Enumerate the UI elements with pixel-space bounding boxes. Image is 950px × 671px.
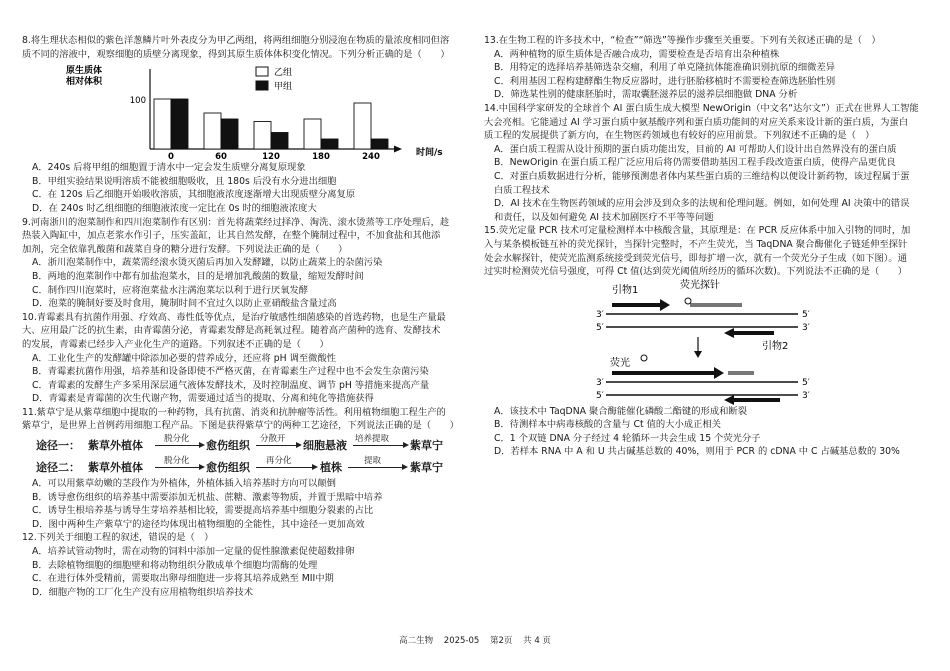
question-13 bbox=[484, 34, 928, 102]
chart-bar bbox=[154, 99, 171, 149]
question-15 bbox=[484, 224, 928, 459]
q10-option-a: A．工业化生产的发酵罐中除添加必要的营养成分，还应将 pH 调至微酸性 bbox=[32, 352, 337, 364]
q12-option-d: D．细胞产物的工厂化生产没有应用植物组织培养技术 bbox=[32, 586, 253, 598]
question-9 bbox=[22, 216, 462, 311]
route-two-step-1: 脱分化 bbox=[164, 456, 190, 467]
q12-option-c: C．在进行体外受精前，需要取出卵母细胞进一步将其培养成熟至 MII中期 bbox=[32, 573, 334, 585]
route-one-step-2: 分散开 bbox=[260, 434, 286, 445]
q9-option-d: D．泡菜的腌制好要及时食用，腌制时间不宜过久以防止亚硝酸盐含量过高 bbox=[32, 298, 337, 310]
chart-xtick-label: 180 bbox=[312, 152, 330, 162]
q9-option-c: C．制作四川泡菜时，应将泡菜盐水注满泡菜坛以利于进行厌氧发酵 bbox=[32, 284, 309, 296]
q10-stem-line: 大、应用最广泛的抗生素，由青霉菌分泌，青霉素发酵是高耗氧过程。随着高产菌种的选育、发酵技术 bbox=[22, 325, 441, 337]
question-14 bbox=[484, 102, 928, 224]
q15-stem-line: 过实时检测荧光信号强度，可得 Ct 值(达到荧光阈值所经历的循环次数)。下列说法不正确的是（ ） bbox=[484, 266, 908, 278]
process-arrowhead bbox=[694, 351, 702, 358]
primer1-arrow bbox=[612, 299, 670, 311]
end-3-bottom2: 3′ bbox=[802, 390, 810, 401]
probe-fluor-dot bbox=[685, 298, 691, 304]
chart-bar bbox=[371, 139, 388, 149]
q10-option-b: B．青霉素抗菌作用强，培养基和设备即使不严格灭菌，在青霉素生产过程中也不会发生杂菌污染 bbox=[32, 366, 429, 378]
route-two-label: 途径二： bbox=[36, 461, 80, 475]
q14-option-c: C．对蛋白质数据进行分析，能够预测患者体内某些蛋白质的三维结构以便设计新药物，该过程属于蛋 bbox=[494, 170, 910, 182]
q11-option-c: C．诱导生根培养基与诱导生芽培养基相比较，需要提高培养基中细胞分裂素的占比 bbox=[32, 505, 374, 517]
q15-option-c: C．1 个双链 DNA 分子经过 4 轮循环一共会生成 15 个荧光分子 bbox=[494, 432, 761, 444]
end-5-bottom1: 5′ bbox=[802, 377, 810, 388]
q10-option-c: C．青霉素的发酵生产多采用深层通气液体发酵技术，及时控制温度、调节 pH 等措施来提高产量 bbox=[32, 379, 430, 391]
q9-stem-line: 加剂，完全依靠乳酸菌和蔬菜自身的糖分进行发酵。下列说法正确的是（ ） bbox=[22, 243, 348, 255]
q14-option-d-cont: 和责任，以及如何避免 AI 技术加剧医疗不平等等问题 bbox=[494, 211, 714, 223]
q13-option-a: A．两种植物的原生质体是否融合成功，需要检查是否培育出杂种植株 bbox=[494, 48, 780, 60]
q8-option-c: C．在 120s 后乙细胞开始吸收溶质，其细胞液浓度逐渐增大出现质壁分离复原 bbox=[32, 189, 356, 201]
route-one-node-4: 紫草宁 bbox=[410, 439, 443, 453]
end-5-top1: 5′ bbox=[802, 309, 810, 320]
q9-option-a: A．浙川泡菜制作中，蔬菜需经滚水烫灭菌后再加入发酵罐，以防止蔬菜上的杂菌污染 bbox=[32, 257, 383, 269]
route-one-diagram bbox=[22, 433, 462, 455]
q14-option-b: B．NewOrigin 在蛋白质工程广泛应用后将仍需要借助基因工程手段改造蛋白质，使得产品更优良 bbox=[494, 157, 896, 169]
chart-bar bbox=[171, 99, 188, 149]
route-one-node-1: 紫草外植体 bbox=[88, 439, 143, 453]
route-two-diagram bbox=[22, 455, 462, 477]
q12-option-a: A．培养试管动物时，需在动物的饲料中添加一定量的促性腺激素促使超数排卵 bbox=[32, 546, 355, 558]
q12-option-b: B．去除植物细胞的细胞壁和将动物组织分散成单个细胞均需酶的处理 bbox=[32, 559, 318, 571]
q8-stem-line: 8.将生理状态相似的紫色洋葱鳞片叶外表皮分为甲乙两组，将两组细胞分别浸泡在物质的量浓度相同但溶 bbox=[22, 35, 450, 46]
left-column bbox=[22, 34, 462, 599]
pcr-probe-diagram bbox=[484, 279, 928, 405]
chart-bar bbox=[254, 122, 271, 150]
q11-option-a: A．可以用紫草幼嫩的茎段作为外植体，外植体插入培养基时方向可以颠倒 bbox=[32, 478, 336, 490]
q11-option-d: D．图中两种生产紫草宁的途径均体现出植物细胞的全能性，其中途径一更加高效 bbox=[32, 518, 365, 530]
q13-option-b: B．用特定的选择培养基筛选杂交瘤，利用了单克隆抗体能准确识别抗原的细微差异 bbox=[494, 62, 836, 74]
q13-option-d: D．筛选某性别的健康胚胎时，需取囊胚滋养层的滋养层细胞做 DNA 分析 bbox=[494, 89, 798, 101]
end-5-bottom2: 5′ bbox=[596, 390, 604, 401]
route-two-node-4: 紫草宁 bbox=[410, 461, 443, 475]
q8-option-a: A．240s 后将甲组的细胞置于清水中一定会发生质壁分离复原现象 bbox=[32, 162, 306, 174]
end-5-top2: 5′ bbox=[596, 322, 604, 333]
q14-stem-line: 质工程的发展提供了新方向，在生物医药领域也有较好的应用前景。下列叙述不正确的是（ ） bbox=[484, 130, 875, 142]
q15-stem-line: 入与某条模板链互补的荧光探针，当探针完整时，不产生荧光，当 TaqDNA 聚合酶催化子链延伸至探针 bbox=[484, 238, 908, 250]
q9-stem-line: 热装入陶缸中，加点老浆水作引子，压实盖缸，让其自然发酵，在整个腌制过程中，不加食盐和其他添 bbox=[22, 230, 441, 242]
q13-option-c: C．利用基因工程构建酵酯生物反应器时，进行胚胎移植时不需要检查筛选胚胎性别 bbox=[494, 75, 836, 87]
route-one-step-1: 脱分化 bbox=[164, 434, 190, 445]
q8-option-b: B．甲组实验结果说明溶质不能被细胞吸收，且 180s 后没有水分进出细胞 bbox=[32, 175, 337, 187]
q8-stem-line: 质不同的溶液中，观察细胞的质壁分离现象，得到其原生质体体积变化情况。下列分析正确的是（ ） bbox=[22, 48, 450, 60]
chart-xtick-label: 240 bbox=[362, 152, 380, 162]
released-fluor-dot bbox=[641, 355, 647, 361]
q9-stem-line: 9.河南浙川的泡菜制作和四川泡菜制作有区别：首先将蔬菜经过择净、淘洗、滚水烫蒸等工序处理后，趁 bbox=[22, 216, 450, 228]
route-one-label: 途径一： bbox=[36, 439, 80, 453]
q15-stem-line: 15.荧光定量 PCR 技术可定量检测样本中核酸含量，其原理是：在 PCR 反应体系中加入引物的同时，加 bbox=[484, 225, 911, 237]
q10-stem-line: 10.青霉素具有抗菌作用强、疗效高、毒性低等优点，是治疗敏感性细菌感染的首选药物，也是生产量最 bbox=[22, 311, 446, 323]
route-two-node-1: 紫草外植体 bbox=[88, 461, 143, 475]
question-10 bbox=[22, 311, 462, 406]
q15-stem-line: 处会水解探针，使荧光监测系统接受到荧光信号，即每扩增一次，就有一个荧光分子生成（如下图）。通 bbox=[484, 252, 908, 264]
chart-bar bbox=[271, 133, 288, 150]
end-3-top1: 3′ bbox=[596, 309, 604, 320]
chart-legend-swatch bbox=[256, 67, 268, 76]
chart-bar bbox=[204, 113, 221, 149]
chart-bar bbox=[304, 119, 321, 149]
chart-xtick-label: 0 bbox=[168, 152, 174, 162]
q11-stem-line: 紫草宁，是世界上首例药用细胞工程产品。下图是获得紫草宁的两种工艺途径，下列说法正确的是（ ） bbox=[22, 420, 459, 432]
question-11 bbox=[22, 406, 462, 532]
q12-stem-line: 12.下列关于细胞工程的叙述，错误的是（ ） bbox=[22, 532, 214, 544]
route-one-node-2: 愈伤组织 bbox=[206, 439, 250, 453]
fluorescence-label: 荧光 bbox=[610, 357, 630, 369]
q14-stem-line: 大会亮相。它能通过 AI 学习蛋白质中氨基酸序列和蛋白质功能间的对应关系来设计新的蛋白质，为蛋白 bbox=[484, 116, 909, 128]
end-3-top2: 3′ bbox=[802, 322, 810, 333]
q9-option-b: B．两地的泡菜制作中都有加盐泡菜水，目的是增加乳酸菌的数量，缩短发酵时间 bbox=[32, 270, 364, 282]
q8-option-d: D．在 240s 时乙组细胞的细胞液浓度一定比在 0s 时的细胞液浓度大 bbox=[32, 202, 317, 214]
q14-option-a: A．蛋白质工程需从设计预期的蛋白质功能出发，目前的 AI 可帮助人们设计出自然界没有的蛋白质 bbox=[494, 143, 897, 155]
chart-xtick-label: 120 bbox=[262, 152, 280, 162]
q14-stem-line: 14.中国科学家研发的全球首个 AI 蛋白质生成大模型 NewOrigin（中文名“达尔文”）正式在世界人工智能 bbox=[484, 102, 919, 114]
route-two-step-2: 再分化 bbox=[266, 456, 292, 467]
chart-bar bbox=[321, 139, 338, 149]
chart-xlabel: 时间/s bbox=[416, 148, 443, 159]
chart-x-axis-arrow bbox=[394, 146, 402, 153]
route-two-node-3: 植株 bbox=[320, 461, 342, 475]
probe-label: 荧光探针 bbox=[680, 279, 720, 291]
q15-option-a: A．该技术中 TaqDNA 聚合酶能催化磷酸二酯键的形成和断裂 bbox=[494, 405, 748, 417]
chart-legend-swatch bbox=[256, 81, 268, 90]
footer-date: 2025-05 bbox=[443, 636, 480, 646]
q8-bar-chart bbox=[22, 61, 462, 161]
footer-subject: 高二生物 bbox=[399, 636, 434, 646]
chart-legend-label: 甲组 bbox=[274, 82, 293, 93]
q10-option-d: D．青霉素是青霉菌的次生代谢产物，需要通过适当的提取、分离和纯化等措施获得 bbox=[32, 393, 374, 405]
primer1-label: 引物1 bbox=[612, 284, 639, 296]
chart-ytick-label: 100 bbox=[129, 96, 146, 107]
primer2-arrow-bottom bbox=[724, 395, 780, 405]
chart-xtick-label: 60 bbox=[215, 152, 227, 162]
route-one-step-3: 培养提取 bbox=[355, 434, 390, 445]
q14-option-d: D．AI 技术在生物医药领域的应用会涉及到众多的法规和伦理问题。例如，如何处理 AI 决策中的错误 bbox=[494, 198, 910, 210]
question-8 bbox=[22, 34, 462, 216]
primer2-label: 引物2 bbox=[762, 340, 789, 352]
probe-strand-top bbox=[690, 303, 742, 307]
end-3-bottom1: 3′ bbox=[596, 377, 604, 388]
route-two-node-2: 愈伤组织 bbox=[206, 461, 250, 475]
footer-total: 共 4 页 bbox=[523, 636, 551, 646]
q11-stem-line: 11.紫草宁是从紫草细胞中提取的一种药物，具有抗菌、消炎和抗肿瘤等活性。利用植物细胞工程生产的 bbox=[22, 406, 446, 418]
q15-option-d: D．若样本 RNA 中 A 和 U 共占碱基总数的 40%，则用于 PCR 的 cDNA 中 C 占碱基总数的 30% bbox=[494, 446, 900, 458]
q11-option-b: B．诱导愈伤组织的培养基中需要添加无机盐、蔗糖、激素等物质，并置于黑暗中培养 bbox=[32, 491, 383, 503]
footer-page: 第2页 bbox=[490, 636, 513, 646]
chart-bar bbox=[354, 103, 371, 149]
primer2-arrow bbox=[724, 328, 774, 338]
q14-option-c-cont: 白质工程技术 bbox=[494, 184, 550, 196]
chart-ylabel-2: 相对体积 bbox=[65, 77, 103, 88]
chart-ylabel-1: 原生质体 bbox=[65, 66, 103, 77]
chart-legend-label: 乙组 bbox=[274, 68, 293, 79]
route-one-node-3: 细胞悬液 bbox=[303, 439, 347, 453]
q15-option-b: B．待测样本中病毒核酸的含量与 Ct 值的大小成正相关 bbox=[494, 419, 721, 431]
q13-stem-line: 13.在生物工程的许多技术中，“检查”“筛选”等操作步骤至关重要。下列有关叙述正确的是（ ） bbox=[484, 35, 881, 46]
route-two-step-3: 提取 bbox=[364, 456, 382, 467]
chart-bar bbox=[221, 119, 238, 149]
page-footer bbox=[0, 634, 950, 646]
probe-strand-remaining bbox=[728, 371, 754, 375]
question-12 bbox=[22, 531, 462, 599]
right-column bbox=[484, 34, 928, 459]
q10-stem-line: 的发展，青霉素已经步入产业化生产的道路。下列叙述不正确的是（ ） bbox=[22, 338, 329, 350]
